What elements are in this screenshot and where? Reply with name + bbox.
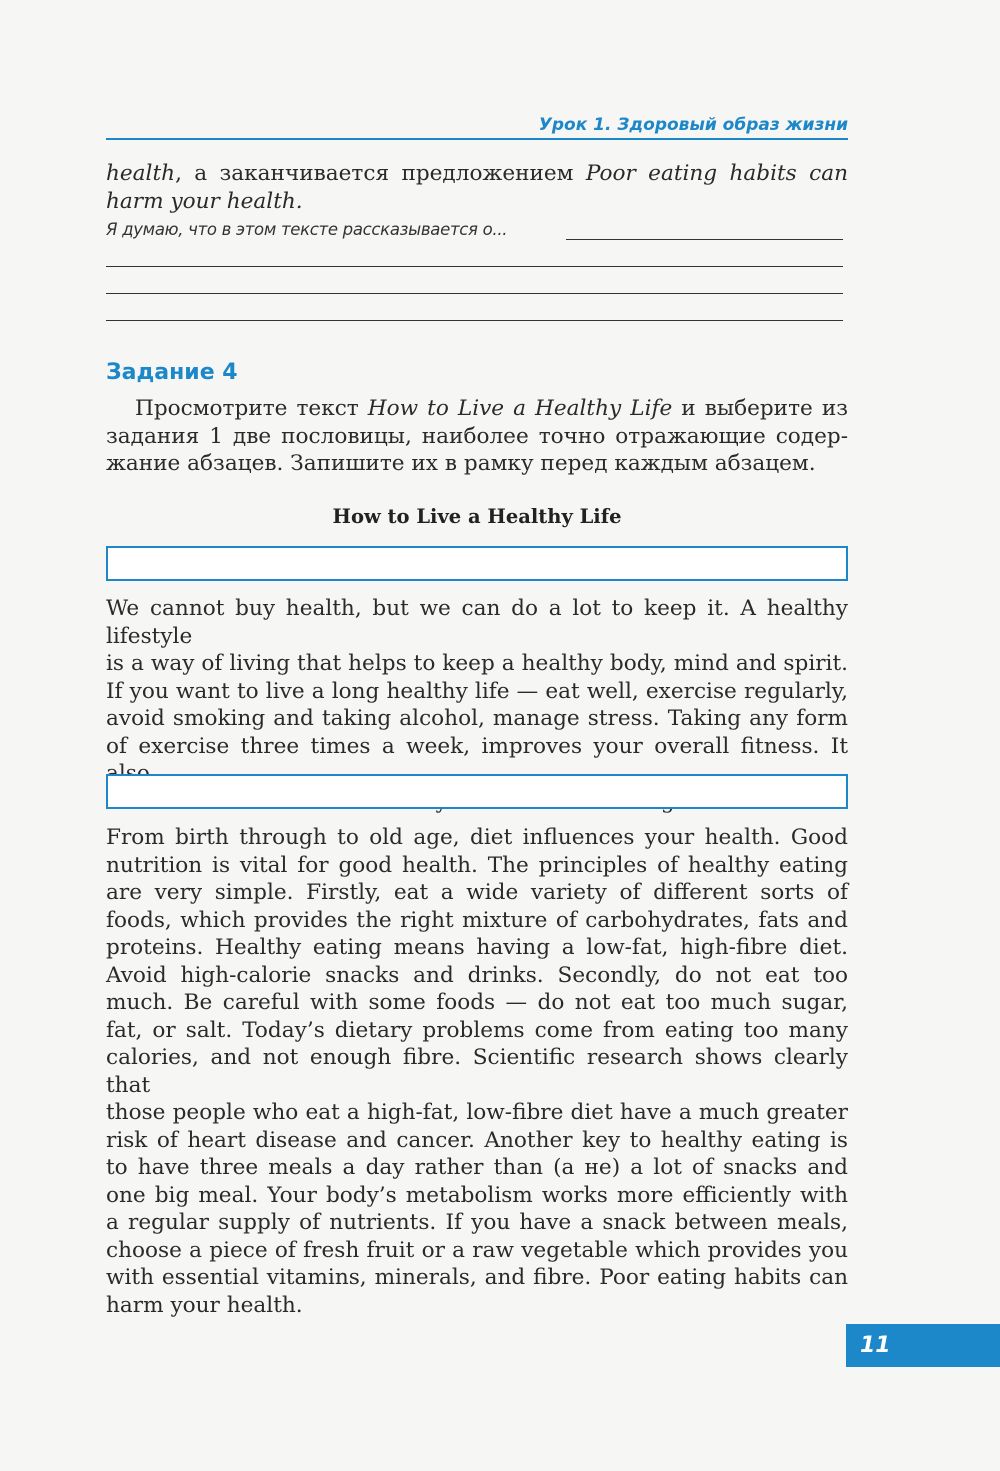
lesson-header: Урок 1. Здоровый образ жизни <box>106 112 848 140</box>
task-4-title: Задание 4 <box>106 360 238 385</box>
p2-line: risk of heart disease and cancer. Another key to healthy eating is <box>106 1127 848 1153</box>
intro-italic-quote: Poor eating habits can <box>585 161 849 186</box>
p1-line: We cannot buy health, but we can do a lot to keep it. A healthy lifestyle <box>106 596 848 649</box>
p2-line: From birth through to old age, diet influences your health. Good <box>106 825 848 850</box>
intro-line-2 <box>106 188 848 216</box>
answer-line-2[interactable] <box>106 266 843 267</box>
page-number: 11 <box>846 1324 1000 1367</box>
p2-line: fat, or salt. Today’s dietary problems come from eating too many <box>106 1017 848 1043</box>
answer-line-3[interactable] <box>106 293 843 294</box>
p2-line: harm your health. <box>106 1292 303 1318</box>
p2-line: Avoid high-calorie snacks and drinks. Secondly, do not eat too <box>106 962 848 988</box>
p2-line: to have three meals a day rather than (а не) a lot of snacks and <box>106 1155 848 1180</box>
answer-line-1[interactable] <box>566 239 843 240</box>
p2-line: much. Be careful with some foods — do not eat too much sugar, <box>106 990 848 1015</box>
p2-line: a regular supply of nutrients. If you have a snack between meals, <box>106 1210 848 1235</box>
p2-line: nutrition is vital for good health. The principles of healthy eating <box>106 852 848 878</box>
task-4-text-title: How to Live a Healthy Life <box>367 396 673 421</box>
p2-line: foods, which provides the right mixture of carbohydrates, fats and <box>106 907 848 933</box>
intro-line-1 <box>106 160 848 188</box>
task-4-text-after: и выберите из задания 1 две пословицы, наиболее точно отражающие содержание абзацев. Запишите их в рамку перед каждым абзацем. <box>106 396 849 476</box>
p1-line: is a way of living that helps to keep a healthy body, mind and spirit. <box>106 651 848 676</box>
intro-text <box>106 160 848 215</box>
intro-italic-health: health <box>106 161 176 186</box>
p1-line: If you want to live a long healthy life — eat well, exercise regularly, <box>106 678 848 704</box>
p1-line: avoid smoking and taking alcohol, manage stress. Taking any form <box>106 706 848 731</box>
intro-italic-quote-end: harm your health. <box>106 188 303 214</box>
proverb-box-1[interactable] <box>106 546 848 581</box>
p2-line: one big meal. Your body’s metabolism works more efficiently with <box>106 1182 848 1208</box>
task-4-instructions <box>106 395 848 478</box>
intro-text-mid: , а заканчивается предложением <box>175 161 586 186</box>
p2-line: with essential vitamins, minerals, and fibre. Poor eating habits can <box>106 1265 848 1290</box>
reading-title: How to Live a Healthy Life <box>332 505 622 528</box>
p1-line: of exercise three times a week, improves your overall fitness. It <box>106 733 848 759</box>
proverb-box-2[interactable] <box>106 774 848 809</box>
p2-line: are very simple. Firstly, eat a wide variety of different sorts of <box>106 880 848 905</box>
handwritten-prompt: Я думаю, что в этом тексте рассказывается о... <box>106 220 508 239</box>
p2-line: calories, and not enough fibre. Scientific research shows clearly that <box>106 1045 848 1098</box>
p2-line: choose a piece of fresh fruit or a raw vegetable which provides you <box>106 1237 848 1263</box>
task-4-text-before: Просмотрите текст <box>135 396 368 421</box>
task-4-paragraph <box>106 395 848 478</box>
p2-line: proteins. Healthy eating means having a low-fat, high-fibre diet. <box>106 935 848 960</box>
answer-line-4[interactable] <box>106 320 843 321</box>
p2-line: those people who eat a high-fat, low-fibre diet have a much greater <box>106 1100 848 1125</box>
reading-paragraph-2 <box>106 824 848 1319</box>
